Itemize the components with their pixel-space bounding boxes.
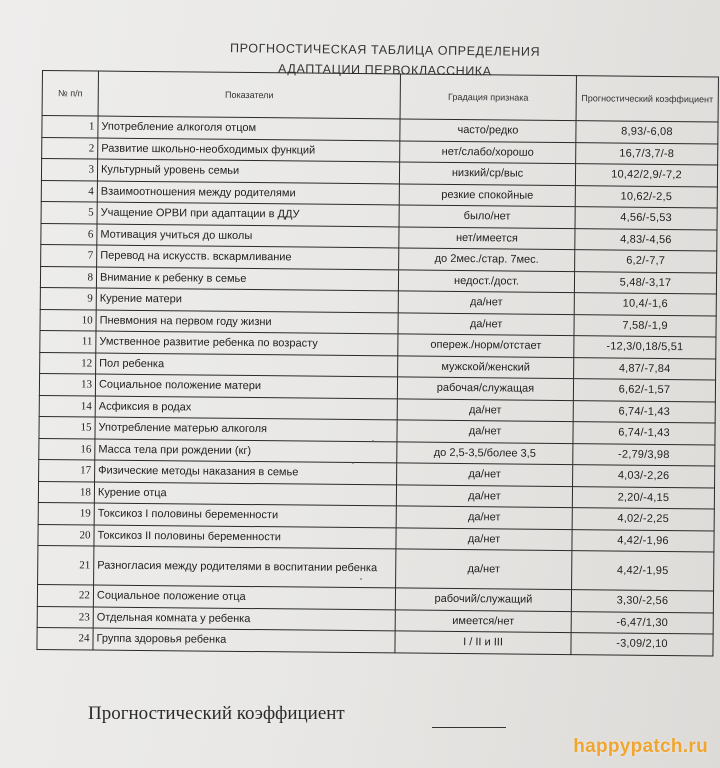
prognostic-table-wrapper [36, 70, 718, 684]
row-coefficient: 4,42/-1,95 [572, 551, 714, 591]
row-indicator: Социальное положение отца [93, 585, 395, 609]
row-coefficient: -2,79/3,98 [573, 443, 715, 466]
row-num: 3 [41, 159, 97, 181]
row-coefficient: 6,74/-1,43 [573, 422, 715, 445]
row-num: 14 [39, 395, 95, 417]
row-gradation: I / II и III [395, 631, 571, 654]
row-coefficient: 6,74/-1,43 [573, 400, 715, 423]
title-line-2: АДАПТАЦИИ ПЕРВОКЛАССНИКА [278, 61, 492, 79]
row-indicator: Масса тела при рождении (кг) [95, 439, 397, 463]
row-coefficient: 8,93/-6,08 [576, 121, 718, 144]
row-indicator: Употребление алкоголя отцом [98, 116, 400, 140]
row-gradation: да/нет [396, 549, 572, 590]
row-gradation: рабочая/служащая [397, 377, 573, 400]
row-indicator: Употребление матерью алкоголя [95, 417, 397, 441]
row-gradation: опереж./норм/отстает [398, 334, 574, 357]
row-coefficient: 3,30/-2,56 [571, 590, 713, 613]
row-num: 8 [40, 266, 96, 288]
row-coefficient: 4,83/-4,56 [575, 228, 717, 251]
row-gradation: да/нет [397, 398, 573, 421]
row-num: 21 [38, 545, 94, 585]
row-num: 23 [37, 606, 93, 628]
row-coefficient: 4,03/-2,26 [573, 465, 715, 488]
row-num: 18 [38, 481, 94, 503]
prognostic-table [36, 70, 719, 656]
row-indicator: Токсикоз II половины беременности [94, 525, 396, 549]
row-indicator: Пол ребенка [96, 353, 398, 377]
row-indicator: Отдельная комната у ребенка [93, 607, 395, 631]
row-coefficient: 6,2/-7,7 [575, 250, 717, 273]
table-row [38, 545, 714, 590]
footer-coefficient-label: Прогностический коэффициент [88, 703, 345, 724]
row-gradation: да/нет [396, 484, 572, 507]
row-num: 11 [40, 330, 96, 352]
row-num: 15 [39, 416, 95, 438]
row-num: 4 [41, 180, 97, 202]
header-coefficient: Прогностический коэффициент [576, 76, 718, 122]
row-num: 16 [39, 438, 95, 460]
header-num: № п/п [42, 71, 98, 117]
row-num: 17 [39, 459, 95, 481]
row-num: 9 [40, 287, 96, 309]
row-indicator: Мотивация учиться до школы [97, 224, 399, 248]
row-num: 10 [40, 309, 96, 331]
row-gradation: часто/редко [400, 119, 576, 142]
row-indicator: Токсикоз I половины беременности [94, 503, 396, 527]
row-gradation: да/нет [398, 291, 574, 314]
row-coefficient: -12,3/0,18/5,51 [574, 336, 716, 359]
row-coefficient: 5,48/-3,17 [574, 271, 716, 294]
row-gradation: резкие спокойные [399, 183, 575, 206]
watermark-logo: happypatch.ru [573, 736, 708, 757]
row-gradation: мужской/женский [398, 355, 574, 378]
row-indicator: Умственное развитие ребенка по возрасту [96, 331, 398, 355]
row-indicator: Курение матери [96, 288, 398, 312]
coefficient-blank-line [432, 727, 506, 728]
row-coefficient: 4,56/-5,53 [575, 207, 717, 230]
row-gradation: да/нет [396, 506, 572, 529]
row-indicator: Внимание к ребенку в семье [96, 267, 398, 291]
row-num: 6 [41, 223, 97, 245]
table-header-row [42, 71, 718, 122]
row-num: 13 [39, 373, 95, 395]
row-coefficient: 4,87/-7,84 [574, 357, 716, 380]
row-coefficient: -6,47/1,30 [571, 611, 713, 634]
row-coefficient: 16,7/3,7/-8 [576, 142, 718, 165]
row-indicator: Развитие школьно-необходимых функций [98, 138, 400, 162]
header-gradation: Градация признака [400, 74, 576, 121]
row-num: 24 [37, 627, 93, 649]
header-indicator: Показатели [98, 71, 400, 119]
row-gradation: да/нет [397, 420, 573, 443]
row-indicator: Взаимоотношения между родителями [97, 181, 399, 205]
row-gradation: да/нет [396, 527, 572, 550]
row-num: 2 [42, 137, 98, 159]
row-indicator: Учащение ОРВИ при адаптации в ДДУ [97, 202, 399, 226]
row-coefficient: 7,58/-1,9 [574, 314, 716, 337]
row-indicator: Разногласия между родителями в воспитании ребенка [94, 546, 396, 588]
row-indicator: Физические методы наказания в семье [95, 460, 397, 484]
row-coefficient: 10,42/2,9/-7,2 [575, 164, 717, 187]
row-num: 22 [37, 584, 93, 606]
row-gradation: имеется/нет [395, 609, 571, 632]
row-gradation: до 2мес./стар. 7мес. [399, 248, 575, 271]
row-coefficient: 10,4/-1,6 [574, 293, 716, 316]
row-coefficient: 6,62/-1,57 [573, 379, 715, 402]
row-gradation: рабочий/служащий [395, 588, 571, 611]
row-gradation: нет/имеется [399, 226, 575, 249]
row-indicator: Группа здоровья ребенка [93, 628, 395, 652]
row-gradation: было/нет [399, 205, 575, 228]
row-coefficient: -3,09/2,10 [571, 633, 713, 656]
row-coefficient: 4,42/-1,96 [572, 529, 714, 552]
row-num: 5 [41, 201, 97, 223]
row-indicator: Социальное положение матери [95, 374, 397, 398]
row-gradation: да/нет [397, 463, 573, 486]
row-num: 7 [41, 244, 97, 266]
row-coefficient: 4,02/-2,25 [572, 508, 714, 531]
row-num: 1 [42, 116, 98, 138]
row-num: 20 [38, 524, 94, 546]
row-indicator: Асфиксия в родах [95, 396, 397, 420]
title-line-1: ПРОГНОСТИЧЕСКАЯ ТАБЛИЦА ОПРЕДЕЛЕНИЯ [229, 41, 541, 59]
row-gradation: нет/слабо/хорошо [400, 140, 576, 163]
row-gradation: недост./дост. [398, 269, 574, 292]
row-indicator: Курение отца [94, 482, 396, 506]
row-coefficient: 10,62/-2,5 [575, 185, 717, 208]
row-indicator: Культурный уровень семьи [97, 159, 399, 183]
row-coefficient: 2,20/-4,15 [572, 486, 714, 509]
row-indicator: Пневмония на первом году жизни [96, 310, 398, 334]
row-indicator: Перевод на искусств. вскармливание [97, 245, 399, 269]
row-num: 12 [40, 352, 96, 374]
scan-speck [360, 578, 362, 580]
scan-speck [372, 440, 374, 442]
row-num: 19 [38, 502, 94, 524]
row-gradation: да/нет [398, 312, 574, 335]
row-gradation: до 2,5-3,5/более 3,5 [397, 441, 573, 464]
row-gradation: низкий/ср/выс [399, 162, 575, 185]
scan-speck [352, 462, 354, 464]
